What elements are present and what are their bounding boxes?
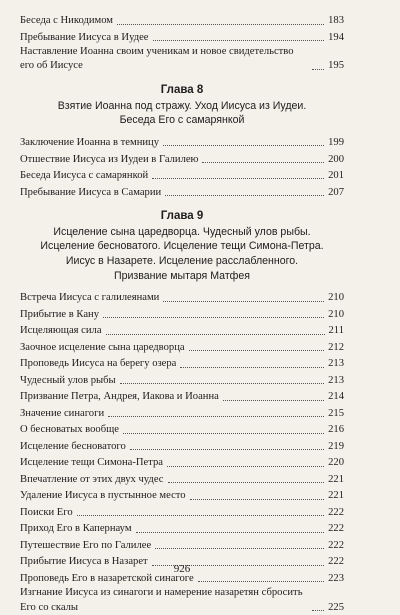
dot-leader <box>168 482 325 483</box>
dot-leader <box>163 301 324 302</box>
toc-entry-title: Пребывание Иисуса в Самарии <box>20 186 162 198</box>
toc-entry-page: 210 <box>328 308 344 320</box>
toc-entry-page: 221 <box>328 490 344 502</box>
toc-entry <box>20 339 344 356</box>
toc-entry-title: Заключение Иоанна в темницу <box>20 137 160 149</box>
toc-entry-title: Поиски Его <box>20 506 73 518</box>
toc-entry-page: 194 <box>328 31 344 43</box>
toc-entry <box>20 372 344 389</box>
chapter-description-line: Исцеление бесноватого. Исцеление тещи Симона-Петра. <box>40 240 324 253</box>
toc-entry-title: Путешествие Его по Галилее <box>20 539 152 551</box>
chapter-description-line: Призвание мытаря Матфея <box>113 269 251 282</box>
toc-entry <box>20 289 344 306</box>
toc-entry-title: Чудесный улов рыбы <box>20 374 116 386</box>
toc-entry <box>20 504 344 521</box>
chapter-9-section <box>20 210 344 615</box>
toc-entry-page: 222 <box>328 506 344 518</box>
toc-entry <box>20 12 344 29</box>
toc-entry-title: Проповедь Иисуса на берегу озера <box>20 358 177 370</box>
toc-entry-page: 225 <box>328 601 344 613</box>
toc-entry <box>20 388 344 405</box>
chapter-description-line: Исцеление сына царедворца. Чудесный улов рыбы. <box>53 225 311 238</box>
toc-entry-title: Отшествие Иисуса из Иудеи в Галилею <box>20 153 199 165</box>
toc-entry-title: Исцеляющая сила <box>20 325 102 337</box>
dot-leader <box>123 433 324 434</box>
toc-entry-page: 222 <box>328 539 344 551</box>
dot-leader <box>153 40 325 41</box>
page-number: 926 <box>173 563 191 575</box>
chapter-heading: Глава 9 <box>160 209 204 222</box>
toc-entry <box>20 487 344 504</box>
dot-leader <box>136 532 325 533</box>
toc-entry-page: 222 <box>328 556 344 568</box>
toc-entry-page: 220 <box>328 457 344 469</box>
toc-entry-page: 210 <box>328 292 344 304</box>
chapter-description-line: Беседа Его с самарянкой <box>119 114 245 127</box>
toc-entry-title: Заочное исцеление сына царедворца <box>20 341 185 353</box>
toc-entry <box>20 537 344 554</box>
dot-leader <box>155 548 324 549</box>
toc-entry-page: 207 <box>328 186 344 198</box>
toc-entry-title: Прибытие Иисуса в Назарет <box>20 556 148 568</box>
toc-entry <box>20 183 344 200</box>
toc-entry <box>20 454 344 471</box>
dot-leader <box>312 610 324 611</box>
toc-entry <box>20 134 344 151</box>
toc-entry-title: Наставление Иоанна своим ученикам и новое свидетельство его об Иисусе <box>20 46 294 72</box>
toc-entry <box>20 355 344 372</box>
dot-leader <box>189 350 325 351</box>
toc-entry-title: Пребывание Иисуса в Иудее <box>20 31 149 43</box>
toc-entry-page: 212 <box>328 341 344 353</box>
toc-entry-title: Призвание Петра, Андрея, Иакова и Иоанна <box>20 391 219 403</box>
toc-entry <box>20 29 344 46</box>
dot-leader <box>103 317 324 318</box>
dot-leader <box>167 466 324 467</box>
toc-entry-page: 216 <box>328 424 344 436</box>
toc-entry-page: 199 <box>328 137 344 149</box>
toc-entry-page: 195 <box>328 60 344 72</box>
dot-leader <box>163 145 324 146</box>
toc-entry-title: Впечатление от этих двух чудес <box>20 473 164 485</box>
toc-entry-page: 213 <box>328 358 344 370</box>
toc-entry <box>20 438 344 455</box>
toc-entry <box>20 586 344 615</box>
toc-entry-page: 213 <box>328 374 344 386</box>
toc-entry-page: 221 <box>328 473 344 485</box>
toc-entry-page: 219 <box>328 440 344 452</box>
toc-entry <box>20 405 344 422</box>
chapter-8-entries <box>20 134 344 200</box>
toc-entry-title: Изгнание Иисуса из синагоги и намерение назаретян сбросить Его со скалы <box>20 587 303 613</box>
toc-entry <box>20 45 344 74</box>
toc-entry-page: 215 <box>328 407 344 419</box>
toc-entry-title: Прибытие в Кану <box>20 308 100 320</box>
dot-leader <box>223 400 324 401</box>
toc-entry-page: 223 <box>328 572 344 584</box>
chapter-description <box>20 99 344 128</box>
toc-entry-title: Исцеление бесноватого <box>20 440 126 452</box>
toc-entry-title: Исцеление тещи Симона-Петра <box>20 457 163 469</box>
toc-entry-title: О бесноватых вообще <box>20 424 119 436</box>
toc-entry-title: Проповедь Его в назаретской синагоге <box>20 572 194 584</box>
toc-top-section <box>20 12 344 74</box>
toc-entry-title: Беседа Иисуса с самарянкой <box>20 170 149 182</box>
dot-leader <box>198 581 324 582</box>
toc-entry-page: 200 <box>328 153 344 165</box>
dot-leader <box>120 383 324 384</box>
dot-leader <box>165 195 324 196</box>
dot-leader <box>108 416 324 417</box>
dot-leader <box>312 69 324 70</box>
toc-entry-page: 201 <box>328 170 344 182</box>
toc-entry <box>20 421 344 438</box>
dot-leader <box>190 499 325 500</box>
toc-entry <box>20 520 344 537</box>
toc-entry <box>20 322 344 339</box>
chapter-description <box>20 225 344 283</box>
toc-entry-title: Значение синагоги <box>20 407 105 419</box>
toc-entry-page: 222 <box>328 523 344 535</box>
chapter-heading: Глава 8 <box>160 83 204 96</box>
dot-leader <box>202 162 324 163</box>
toc-entry-title: Встреча Иисуса с галилеянами <box>20 292 160 304</box>
toc-entry-page: 211 <box>328 325 344 337</box>
dot-leader <box>152 178 324 179</box>
chapter-8-section <box>20 84 344 200</box>
dot-leader <box>180 367 324 368</box>
dot-leader <box>77 515 324 516</box>
dot-leader <box>106 334 325 335</box>
chapter-description-line: Иисус в Назарете. Исцеление расслабленного. <box>65 255 299 268</box>
toc-entry <box>20 167 344 184</box>
dot-leader <box>130 449 324 450</box>
chapter-description-line: Взятие Иоанна под стражу. Уход Иисуса из Иудеи. <box>57 99 307 112</box>
toc-entry-page: 214 <box>328 391 344 403</box>
toc-entry <box>20 150 344 167</box>
toc-entry <box>20 471 344 488</box>
toc-entry-title: Беседа с Никодимом <box>20 15 114 27</box>
toc-entry-title: Удаление Иисуса в пустынное место <box>20 490 186 502</box>
dot-leader <box>117 24 324 25</box>
toc-entry <box>20 306 344 323</box>
toc-entry-title: Приход Его в Капернаум <box>20 523 132 535</box>
toc-entry-page: 183 <box>328 15 344 27</box>
